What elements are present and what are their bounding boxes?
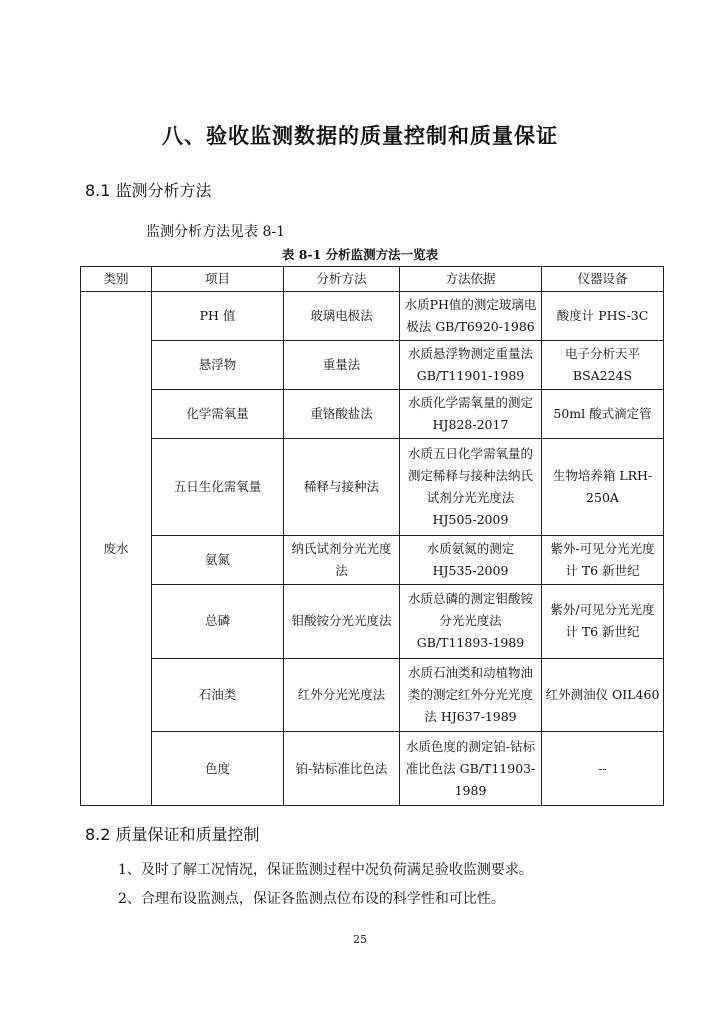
page-number: 25 [353, 933, 367, 946]
section-heading-8-1: 8.1 监测分析方法 [85, 181, 212, 200]
instrument-cell: 生物培养箱 LRH-250A [542, 439, 664, 535]
header-method: 分析方法 [284, 267, 400, 292]
instrument-cell: 紫外-可见分光光度计 T6 新世纪 [542, 535, 664, 584]
header-instrument: 仪器设备 [542, 267, 664, 292]
table-row [81, 732, 664, 806]
item-cell: 氨氮 [152, 535, 284, 584]
table-row [81, 292, 664, 341]
instrument-cell: -- [542, 732, 664, 806]
basis-cell: 水质化学需氧量的测定 HJ828-2017 [400, 390, 542, 439]
basis-cell: 水质色度的测定铂-钴标准比色法 GB/T11903-1989 [400, 732, 542, 806]
methods-table [80, 266, 664, 806]
method-cell: 红外分光光度法 [284, 658, 400, 732]
header-basis: 方法依据 [400, 267, 542, 292]
item-cell: PH 值 [152, 292, 284, 341]
table-row [81, 390, 664, 439]
method-cell: 钼酸铵分光光度法 [284, 584, 400, 658]
section-heading-8-2: 8.2 质量保证和质量控制 [85, 825, 260, 844]
basis-cell: 水质五日化学需氧量的测定稀释与接种法纳氏试剂分光光度法 HJ505-2009 [400, 439, 542, 535]
item-cell: 五日生化需氧量 [152, 439, 284, 535]
method-cell: 稀释与接种法 [284, 439, 400, 535]
instrument-cell: 酸度计 PHS-3C [542, 292, 664, 341]
basis-cell: 水质PH值的测定玻璃电极法 GB/T6920-1986 [400, 292, 542, 341]
method-cell: 重铬酸盐法 [284, 390, 400, 439]
item-cell: 化学需氧量 [152, 390, 284, 439]
header-item: 项目 [152, 267, 284, 292]
instrument-cell: 红外测油仪 OIL460 [542, 658, 664, 732]
item-cell: 总磷 [152, 584, 284, 658]
category-cell: 废水 [81, 292, 152, 806]
table-row [81, 584, 664, 658]
table-row [81, 658, 664, 732]
item-cell: 石油类 [152, 658, 284, 732]
chapter-title: 八、验收监测数据的质量控制和质量保证 [162, 124, 558, 148]
item-cell: 色度 [152, 732, 284, 806]
table-intro-text: 监测分析方法见表 8-1 [146, 224, 285, 240]
basis-cell: 水质石油类和动植物油类的测定红外分光光度法 HJ637-1989 [400, 658, 542, 732]
basis-cell: 水质总磷的测定钼酸铵分光光度法 GB/T11893-1989 [400, 584, 542, 658]
table-row [81, 535, 664, 584]
method-cell: 铂-钴标准比色法 [284, 732, 400, 806]
table-row [81, 341, 664, 390]
method-cell: 纳氏试剂分光光度法 [284, 535, 400, 584]
method-cell: 重量法 [284, 341, 400, 390]
table-caption: 表 8-1 分析监测方法一览表 [281, 247, 439, 262]
header-category: 类别 [81, 267, 152, 292]
method-cell: 玻璃电极法 [284, 292, 400, 341]
quality-item-2: 2、合理布设监测点，保证各监测点位布设的科学性和可比性。 [118, 891, 505, 907]
quality-item-1: 1、及时了解工况情况，保证监测过程中况负荷满足验收监测要求。 [118, 862, 533, 878]
instrument-cell: 50ml 酸式滴定管 [542, 390, 664, 439]
item-cell: 悬浮物 [152, 341, 284, 390]
instrument-cell: 紫外/可见分光光度计 T6 新世纪 [542, 584, 664, 658]
instrument-cell: 电子分析天平 BSA224S [542, 341, 664, 390]
basis-cell: 水质悬浮物测定重量法 GB/T11901-1989 [400, 341, 542, 390]
table-header-row [81, 267, 664, 292]
table-row [81, 439, 664, 535]
basis-cell: 水质氨氮的测定 HJ535-2009 [400, 535, 542, 584]
